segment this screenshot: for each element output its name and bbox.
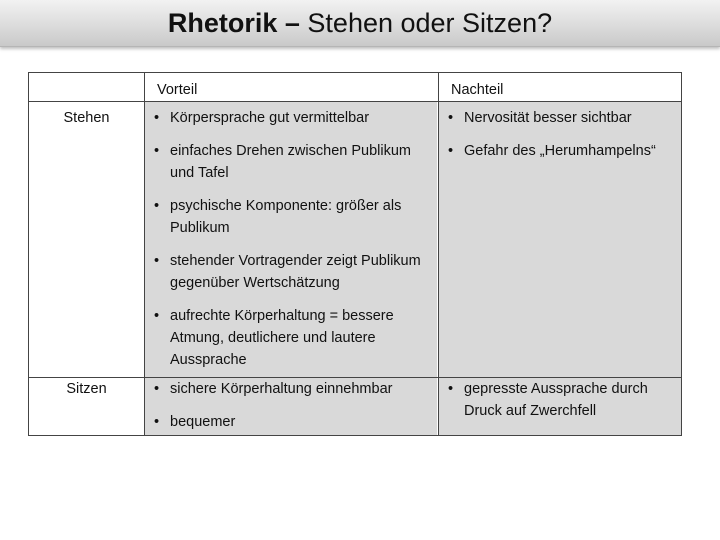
stehen-nachteil-list — [446, 107, 676, 173]
slide-title-bold: Rhetorik – — [167, 8, 300, 38]
list-item — [152, 378, 436, 400]
list-item-text: psychische Komponente: größer als Publikum — [170, 198, 402, 236]
header-nachteil: Nachteil — [451, 82, 504, 98]
list-item-text: einfaches Drehen zwischen Publikum und Tafel — [170, 143, 411, 181]
list-item-text: gepresste Aussprache durch Druck auf Zwerchfell — [464, 381, 648, 419]
header-divider — [29, 101, 681, 102]
sitzen-vorteil-list — [152, 378, 436, 444]
list-item-text: stehender Vortragender zeigt Publikum gegenüber Wertschätzung — [170, 253, 421, 291]
list-item-text: Körpersprache gut vermittelbar — [170, 110, 370, 126]
slide-title-rest: Stehen oder Sitzen? — [299, 8, 553, 38]
row-label-stehen: Stehen — [63, 110, 110, 126]
list-item — [152, 195, 436, 239]
stehen-vorteil-list — [152, 107, 436, 382]
list-item — [152, 140, 436, 184]
comparison-table — [28, 72, 682, 436]
bullet-icon: • — [154, 110, 160, 126]
col-divider-1 — [144, 73, 145, 435]
sitzen-nachteil-list — [446, 378, 676, 433]
bullet-icon: • — [154, 143, 160, 159]
slide-title — [0, 0, 720, 47]
bullet-icon: • — [448, 381, 454, 397]
bullet-icon: • — [154, 308, 160, 324]
bullet-icon: • — [154, 414, 160, 430]
list-item — [446, 140, 676, 162]
list-item — [152, 107, 436, 129]
list-item-text: bequemer — [170, 414, 236, 430]
list-item-text: aufrechte Körperhaltung = bessere Atmung, deutlichere und lautere Aussprache — [170, 308, 394, 368]
col-divider-2 — [438, 73, 439, 435]
bullet-icon: • — [154, 198, 160, 214]
list-item — [446, 107, 676, 129]
list-item — [152, 250, 436, 294]
list-item — [446, 378, 676, 422]
bullet-icon: • — [154, 253, 160, 269]
bullet-icon: • — [448, 143, 454, 159]
list-item-text: sichere Körperhaltung einnehmbar — [170, 381, 393, 397]
list-item — [152, 305, 436, 371]
list-item-text: Nervosität besser sichtbar — [464, 110, 632, 126]
list-item-text: Gefahr des „Herumhampelns“ — [464, 143, 656, 159]
list-item — [152, 411, 436, 433]
bullet-icon: • — [448, 110, 454, 126]
bullet-icon: • — [154, 381, 160, 397]
row-label-sitzen: Sitzen — [66, 381, 107, 397]
header-vorteil: Vorteil — [157, 82, 198, 98]
